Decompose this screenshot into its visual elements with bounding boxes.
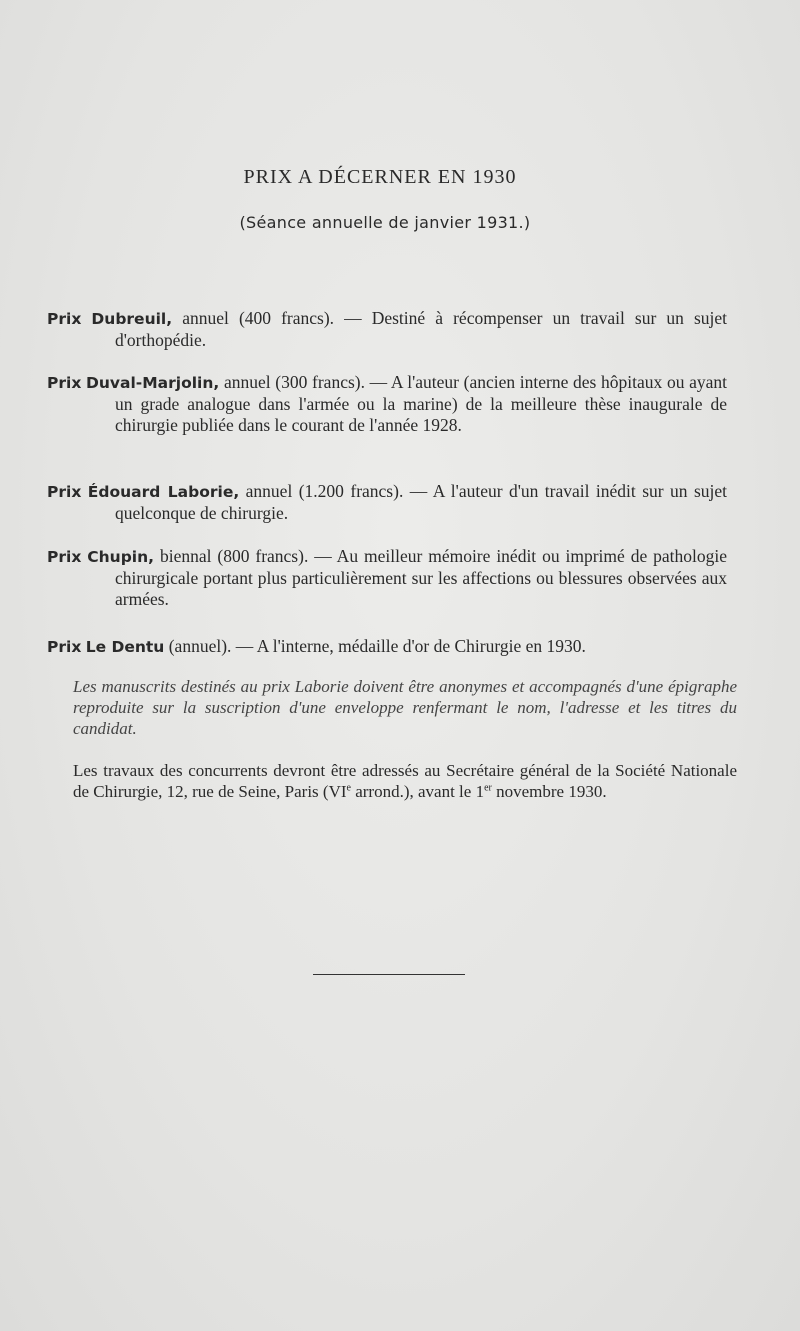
prize-duval-marjolin (47, 372, 727, 436)
prize-prefix: Prix (47, 548, 82, 566)
ordinal-superscript: er (484, 782, 492, 794)
prize-chupin (47, 546, 727, 610)
prize-prefix: Prix (47, 638, 82, 656)
prize-name: Duval-Marjolin, (86, 374, 220, 392)
prize-name: Chupin, (87, 548, 155, 566)
prize-description: annuel (400 francs). — Destiné à récompenser un travail sur un sujet d'orthopédie. (115, 308, 728, 350)
address-note-text (47, 760, 737, 802)
manuscript-note-text: Les manuscrits destinés au prix Laborie doivent être anonymes et accompagnés d'une épigraphe reproduite sur la suscription d'une enveloppe renfermant le nom, l'adresse et les titres du candidat. (73, 677, 737, 738)
prize-le-dentu (47, 636, 727, 658)
prize-name: Dubreuil, (91, 310, 173, 328)
prize-prefix: Prix (47, 310, 82, 328)
page-title: PRIX A DÉCERNER EN 1930 (243, 166, 517, 188)
prize-description: annuel (1.200 francs). — A l'auteur d'un travail inédit sur un sujet quelconque de chirurgie. (115, 481, 728, 523)
prize-description: biennal (800 francs). — Au meilleur mémoire inédit ou imprimé de pathologie chirurgicale portant plus particulièrement sur les affections ou blessures observées aux armées. (115, 546, 728, 609)
address-note (47, 760, 737, 802)
prize-prefix: Prix (47, 483, 82, 501)
prize-edouard-laborie (47, 481, 727, 524)
prize-description: (annuel). — A l'interne, médaille d'or de Chirurgie en 1930. (168, 636, 586, 656)
prize-description: annuel (300 francs). — A l'auteur (ancien interne des hôpitaux ou ayant un grade analogue dans l'armée ou la marine) de la meilleure thèse inaugurale de chirurgie publiée dans le courant de l'année 1928. (115, 372, 728, 435)
address-text-start: Les travaux des concurrents devront être adressés au Secrétaire général de la Société Nationale de Chirurgie, 12, rue de Seine, Paris (VI (73, 761, 737, 801)
prize-name: Édouard Laborie, (87, 483, 240, 501)
closing-rule (313, 974, 465, 975)
manuscript-note (47, 676, 737, 739)
prize-name: Le Dentu (85, 638, 165, 656)
address-text-middle: arrond.), avant le 1 (350, 782, 485, 801)
session-subtitle: (Séance annuelle de janvier 1931.) (239, 213, 531, 232)
prize-prefix: Prix (47, 374, 82, 392)
address-text-end: novembre 1930. (491, 782, 607, 801)
arrondissement-superscript: e (346, 782, 351, 794)
prize-dubreuil (47, 308, 727, 351)
